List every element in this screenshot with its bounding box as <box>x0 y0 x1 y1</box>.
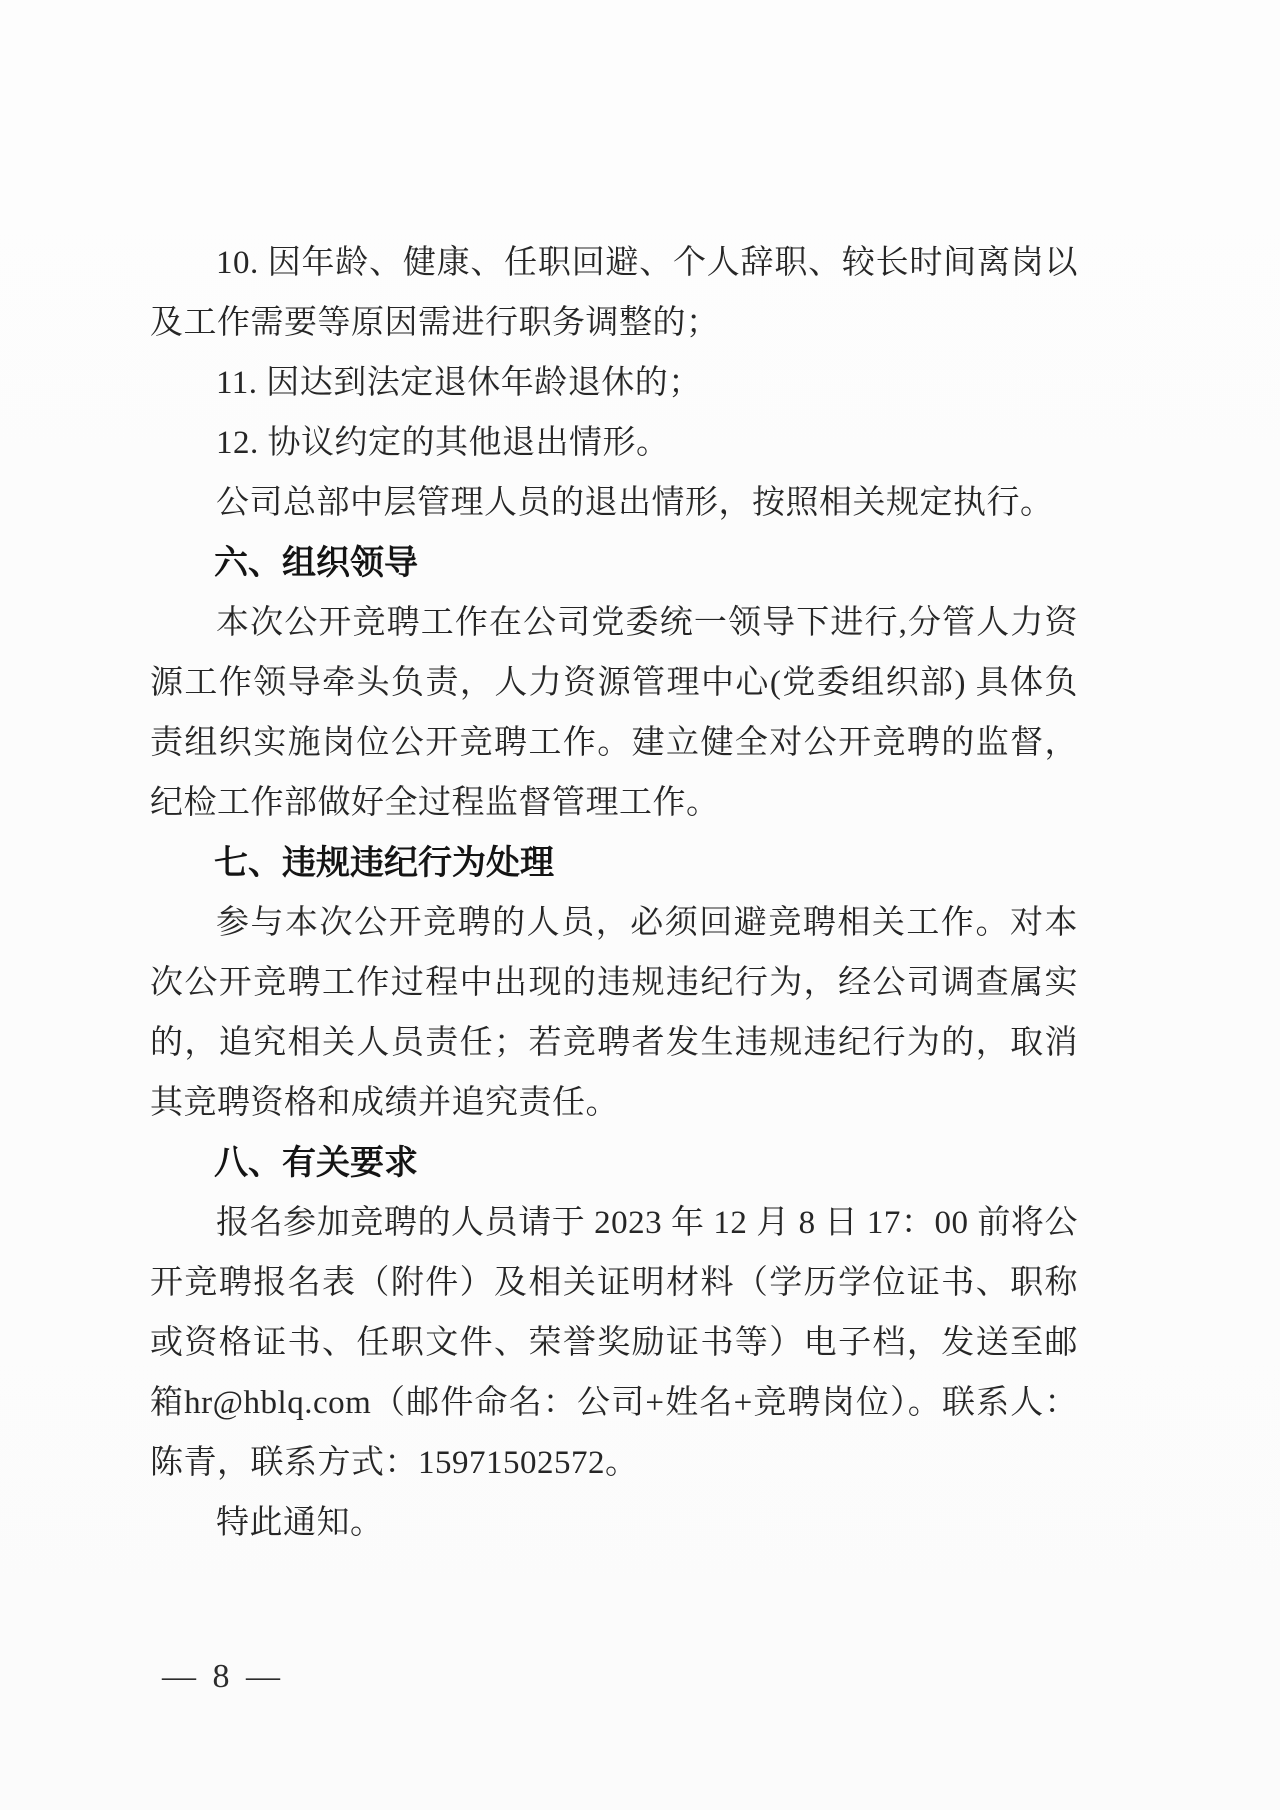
paragraph: 公司总部中层管理人员的退出情形，按照相关规定执行。 <box>216 485 1054 521</box>
section-heading: 八、有关要求 <box>214 1144 418 1182</box>
section-heading: 六、组织领导 <box>214 544 418 582</box>
paragraph: 报名参加竞聘的人员请于 2023 年 12 月 8 日 17：00 前将公开竞聘报名表（附件）及相关证明材料（学历学位证书、职称或资格证书、任职文件、荣誉奖励证书等）电子档，发送至邮箱hr@hblq.com（邮件命名：公司+姓名+竞聘岗位）。联系人：陈青，联系方式：15971502572。 <box>150 1205 1078 1481</box>
paragraph: 11. 因达到法定退休年龄退休的； <box>216 365 702 401</box>
section-heading: 七、违规违纪行为处理 <box>214 844 554 882</box>
paragraph: 12. 协议约定的其他退出情形。 <box>216 425 670 461</box>
paragraph: 10. 因年龄、健康、任职回避、个人辞职、较长时间离岗以及工作需要等原因需进行职务调整的； <box>150 245 1078 341</box>
paragraph: 特此通知。 <box>216 1505 384 1541</box>
document-body <box>150 233 1078 1553</box>
paragraph: 参与本次公开竞聘的人员，必须回避竞聘相关工作。对本次公开竞聘工作过程中出现的违规违纪行为，经公司调查属实的，追究相关人员责任；若竞聘者发生违规违纪行为的，取消其竞聘资格和成绩并追究责任。 <box>150 905 1078 1121</box>
page-number: — 8 — <box>162 1658 284 1695</box>
paragraph: 本次公开竞聘工作在公司党委统一领导下进行,分管人力资源工作领导牵头负责，人力资源管理中心(党委组织部) 具体负责组织实施岗位公开竞聘工作。建立健全对公开竞聘的监督，纪检工作部做好全过程监督管理工作。 <box>150 605 1078 821</box>
